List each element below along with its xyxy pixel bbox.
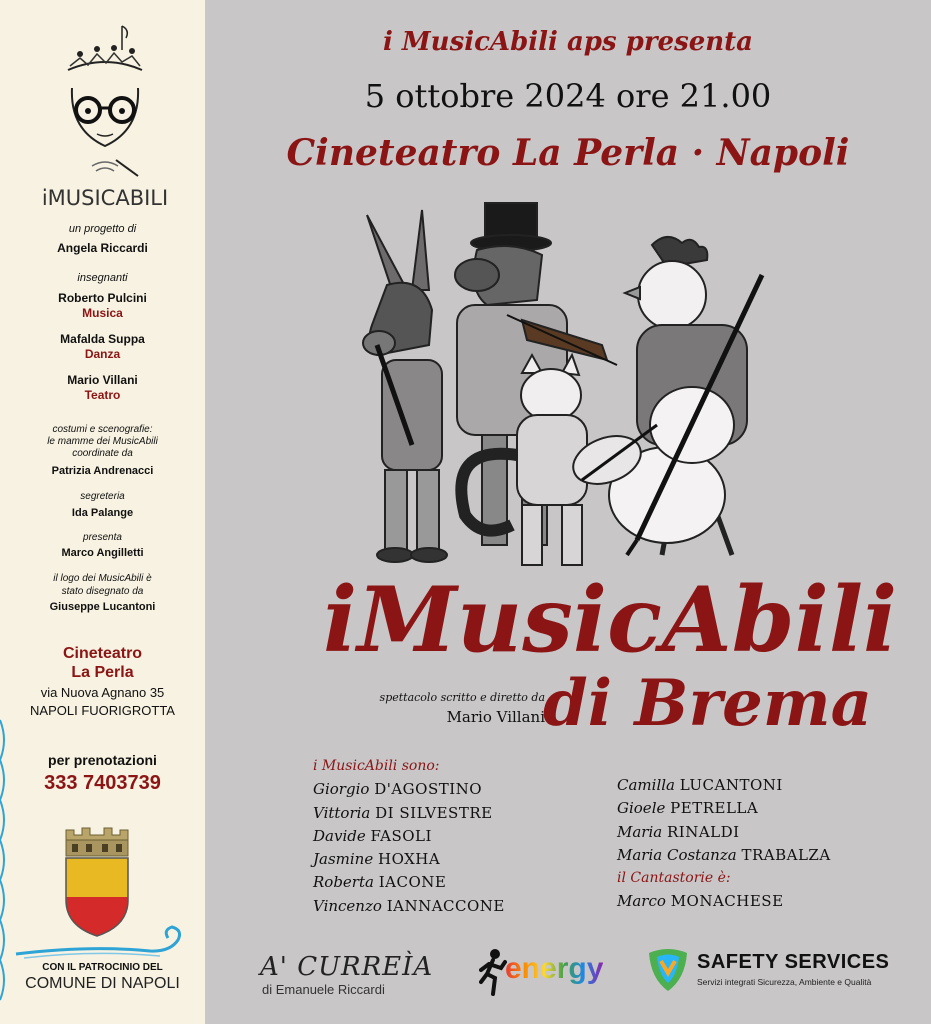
cast-label: i MusicAbili sono:	[313, 758, 440, 774]
patronage-line2: COMUNE DI NAPOLI	[25, 975, 180, 992]
safety-shield-icon	[645, 947, 691, 993]
event-date: 5 ottobre 2024 ore 21.00	[364, 77, 772, 115]
teacher-name: Roberto Pulcini	[58, 291, 147, 305]
secretary-label: segreteria	[80, 491, 125, 502]
project-author: Angela Riccardi	[57, 241, 148, 255]
sponsor-curreia	[260, 952, 433, 997]
event-venue: Cineteatro La Perla · Napoli	[286, 132, 850, 174]
presenter-line: i MusicAbili aps presenta	[382, 27, 754, 57]
costumes-name: Patrizia Andrenacci	[51, 465, 154, 477]
cast-right	[617, 774, 831, 914]
teacher-name: Mario Villani	[67, 373, 138, 387]
costumes-line1: costumi e scenografie:	[52, 424, 153, 435]
credit-line2: Mario Villani	[446, 708, 545, 726]
cast-member: Davide FASOLI	[313, 826, 432, 845]
cast-member: Maria Costanza TRABALZA	[617, 845, 831, 864]
secretary-name: Ida Palange	[71, 507, 134, 519]
project-label: un progetto di	[68, 223, 137, 235]
booking-label: per prenotazioni	[48, 752, 157, 768]
curreia-logo-text: A' CURREÌA	[260, 952, 434, 982]
costumes-line3: coordinate da	[72, 448, 133, 459]
teacher-name: Mafalda Suppa	[60, 332, 145, 346]
cast-member: Camilla LUCANTONI	[617, 776, 783, 794]
logo-credit-line2: stato disegnato da	[61, 586, 144, 597]
teacher-role: Danza	[84, 347, 121, 361]
cast-left	[313, 755, 505, 918]
cast-member: Vittoria DI SILVESTRE	[313, 803, 493, 822]
curreia-subtitle: di Emanuele Riccardi	[262, 982, 385, 997]
venue-line1: Cineteatro	[62, 645, 143, 662]
donkey-icon	[363, 210, 447, 562]
waves-decoration-icon	[0, 0, 205, 1024]
venue-line2: La Perla	[71, 664, 134, 681]
storyteller-label: il Cantastorie è:	[617, 870, 731, 887]
logo-credit-name: Giuseppe Lucantoni	[49, 601, 156, 613]
show-title-line2: di Brema	[543, 666, 873, 741]
energy-logo-text: energy	[505, 952, 604, 985]
bremen-musicians-illustration	[337, 195, 807, 595]
show-title-line1: iMusicAbili	[323, 567, 898, 673]
teacher-role: Musica	[82, 306, 123, 320]
credit-line1: spettacolo scritto e diretto da	[379, 691, 545, 704]
safety-subtitle: Servizi integrati Sicurezza, Ambiente e Qualità	[697, 977, 872, 987]
safety-logo-text: SAFETY SERVICES	[697, 951, 890, 973]
address-line1: via Nuova Agnano 35	[40, 685, 165, 700]
logo-credit-line1: il logo dei MusicAbili è	[53, 573, 152, 584]
cast-member: Gioele PETRELLA	[617, 799, 759, 818]
teachers-label: insegnanti	[77, 272, 128, 284]
cast-member: Roberta IACONE	[313, 873, 447, 892]
runner-icon	[479, 948, 507, 996]
cast-member: Giorgio D'AGOSTINO	[313, 780, 483, 799]
presenter-label: presenta	[83, 532, 122, 543]
cast-member: Vincenzo IANNACCONE	[313, 896, 505, 915]
address-line2: NAPOLI FUORIGROTTA	[30, 703, 175, 718]
presenter-name: Marco Angilletti	[61, 547, 144, 559]
cast-member: Jasmine HOXHA	[313, 850, 441, 869]
teacher-role: Teatro	[84, 388, 121, 402]
patronage-line1: CON IL PATROCINIO DEL	[42, 962, 163, 973]
booking-phone[interactable]: 333 7403739	[44, 772, 161, 794]
sidebar	[0, 0, 205, 1024]
costumes-line2: le mamme dei MusicAbili	[47, 436, 158, 447]
cast-member: Maria RINALDI	[617, 822, 740, 841]
storyteller: Marco MONACHESE	[617, 892, 784, 911]
logo-text: iMUSICABILI	[41, 186, 169, 210]
poster-main	[205, 0, 931, 1024]
